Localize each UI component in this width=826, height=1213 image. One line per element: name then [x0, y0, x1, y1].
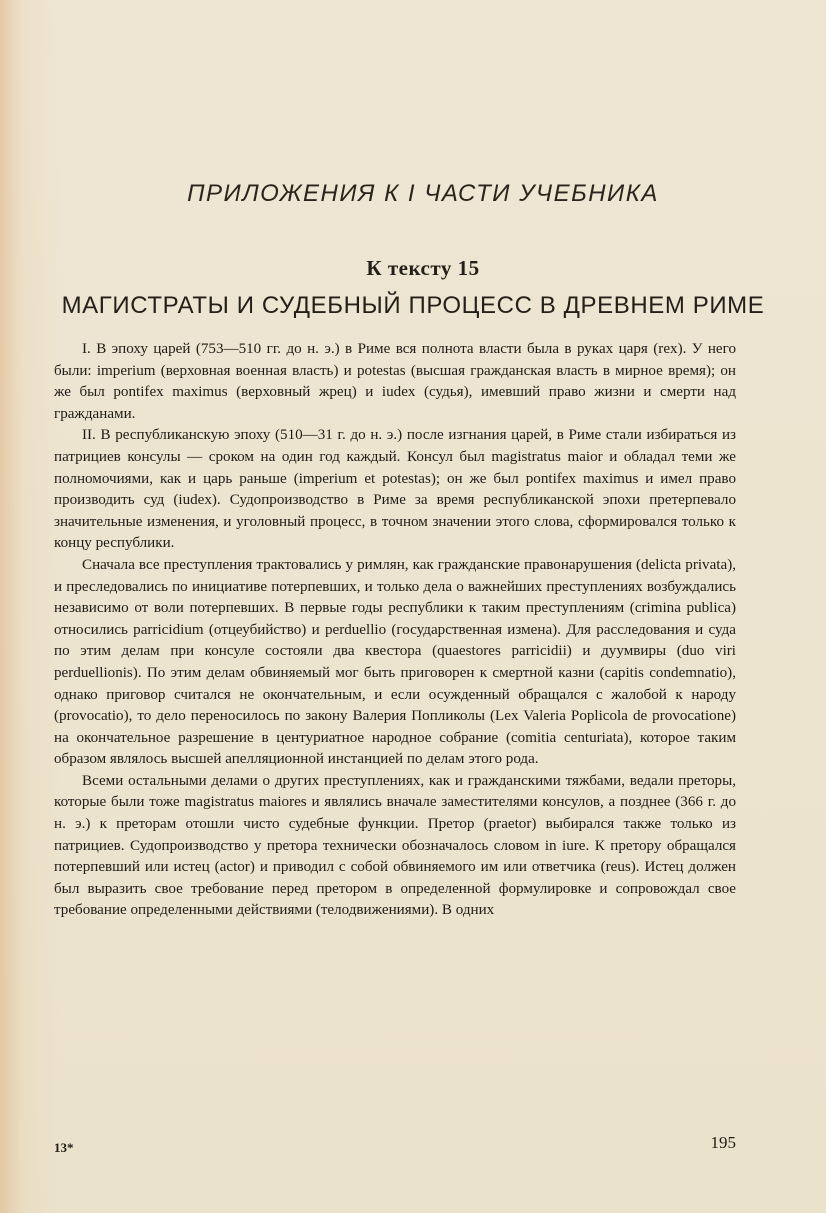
signature-mark: 13* [54, 1140, 74, 1155]
section-title: ПРИЛОЖЕНИЯ К I ЧАСТИ УЧЕБНИКА [187, 180, 659, 207]
paragraph-2: II. В республиканскую эпоху (510—31 г. до н. э.) после изгнания царей, в Риме стали избираться из патрициев консулы — сроком на один год каждый. Консул был magistratus maior и обладал теми же полномочиями, как и царь раньше (imperium et potestas); он же был pontifex maximus и имел право производить суд (iudex). Судопроизводство в Риме за время республиканской эпохи претерпевало значительные изменения, и уголовный процесс, в точном значении этого слова, сформировался только к концу республики. [54, 427, 736, 552]
subtitle: К тексту 15 [366, 256, 480, 280]
paragraph-3: Сначала все преступления трактовались у римлян, как гражданские правонарушения (delicta privata), и преследовались по инициативе потерпевших, и только дела о важнейших преступлениях возбуждались независимо от воли потерпевших. В первые годы республики к таким преступлениям (crimina publica) относились parricidium (отцеубийство) и perduellio (государственная измена). Для расследования и суда по этим делам при консуле состояли два квестора (quaestores parricidii) и дуумвиры (duo viri perduellionis). По этим делам обвиняемый мог быть приговорен к смертной казни (capitis condemnatio), однако приговор считался не окончательным, и если осужденный обращался с жалобой к народу (provocatio), то дело переносилось по закону Валерия Попликолы (Lex Valeria Poplicola de provocatione) на окончательное разрешение в центуриатное народное собрание (comitia centuriata), которое таким образом являлось высшей апелляционной инстанцией по делам этого рода. [54, 556, 736, 768]
paragraph-4: Всеми остальными делами о других преступлениях, как и гражданскими тяжбами, ведали преторы, которые были тоже magistratus maiores и являлись вначале заместителями консулов, а позднее (366 г. до н. э.) к преторам отошли чисто судебные функции. Претор (praetor) выбирался также только из патрициев. Судопроизводство у претора технически обозначалось словом in iure. К претору обращался потерпевший или истец (actor) и приводил с собой обвиняемого им или ответчика (reus). Истец должен был выразить свое требование перед претором в определенной формулировке и сопровождал свое требование определенными действиями (телодвижениями). В одних [54, 772, 736, 919]
page-number: 195 [710, 1133, 736, 1152]
paragraph-1: I. В эпоху царей (753—510 гг. до н. э.) в Риме вся полнота власти была в руках царя (rex). У него были: imperium (верховная военная власть) и potestas (высшая гражданская власть в мирное время); он же был pontifex maximus (верховный жрец) и iudex (судья), имевший право жизни и смерти над гражданами. [54, 341, 736, 422]
page-title: МАГИСТРАТЫ И СУДЕБНЫЙ ПРОЦЕСС В ДРЕВНЕМ РИМЕ [61, 292, 765, 319]
body-text [54, 339, 736, 922]
